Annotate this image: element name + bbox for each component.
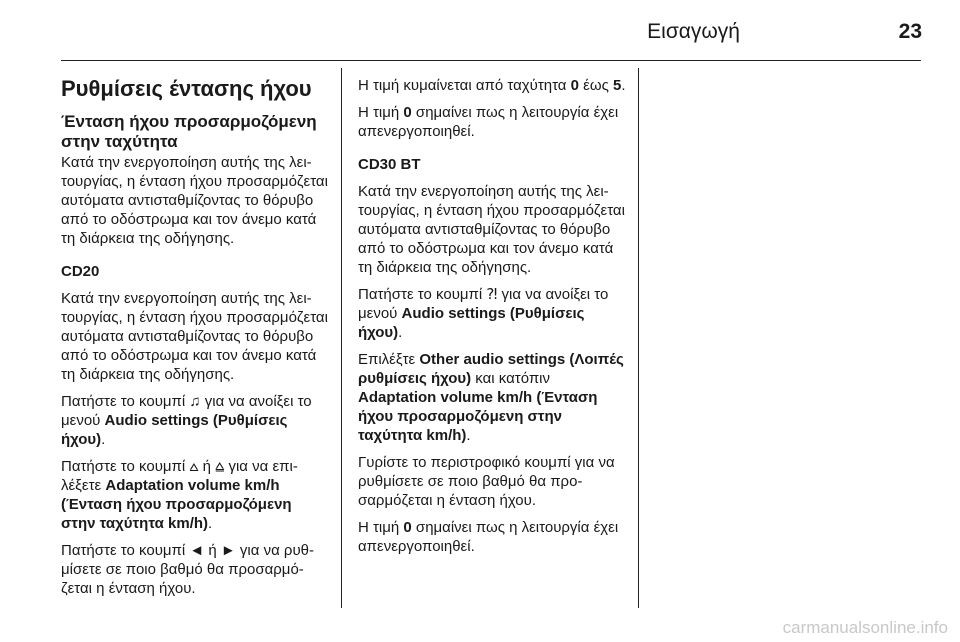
column-divider-left bbox=[341, 68, 342, 608]
right-column bbox=[358, 76, 626, 564]
left-column bbox=[61, 76, 329, 606]
text: και κατόπιν bbox=[471, 370, 551, 387]
page-number: 23 bbox=[898, 20, 922, 43]
value: 0 bbox=[403, 519, 412, 536]
instruction-adjust: Πατήστε το κουμπί ◄ ή ► για να ρυθμίσετε σε ποιο βαθμό θα προσαρμόζεται η ένταση ήχου. bbox=[61, 542, 315, 597]
value: 0 bbox=[403, 104, 412, 121]
cd20-heading: CD20 bbox=[61, 263, 100, 280]
text: . bbox=[466, 427, 471, 444]
text: Πατήστε το κουμπί ♫ για να ανοίξει το μενού bbox=[61, 393, 312, 429]
column-divider-right bbox=[638, 68, 639, 608]
text: . bbox=[208, 515, 213, 532]
text: σημαίνει πως η λειτουργία έχει απενεργοποιηθεί. bbox=[358, 519, 619, 555]
watermark: carmanualsonline.info bbox=[782, 618, 948, 637]
value: 5 bbox=[612, 77, 622, 94]
text: Η τιμή κυμαίνεται από ταχύτητα bbox=[358, 77, 571, 94]
cd20-paragraph: Κατά την ενεργοποίηση αυτής της λειτουργίας, η ένταση ήχου προσαρμόζεται αυτόματα αντισταθμίζοντας το θόρυβο από το οδόστρωμα και τον άνεμο κατά τη διάρκεια της οδήγησης. bbox=[61, 290, 328, 383]
header-rule bbox=[61, 60, 921, 61]
text: Πατήστε το κουμπί ⁈ για να ανοίξει το μενού bbox=[358, 286, 609, 322]
menu-name: Audio settings (Ρυθμίσεις ήχου) bbox=[61, 412, 288, 448]
text: έως bbox=[579, 77, 613, 94]
section-subtitle: Ένταση ήχου προσαρμοζόμενη στην ταχύτητα bbox=[61, 112, 317, 151]
text: . bbox=[398, 324, 403, 341]
menu-item-name: Adaptation volume km/h (Ένταση ήχου προσαρμοζόμενη στην ταχύτητα km/h) bbox=[61, 477, 292, 532]
zero-meaning-paragraph bbox=[358, 518, 626, 556]
section-title: Ρυθμίσεις έντασης ήχου bbox=[61, 76, 312, 101]
cd30-heading: CD30 BT bbox=[358, 156, 421, 173]
text: Επιλέξτε bbox=[358, 351, 420, 368]
instruction-select-item bbox=[358, 350, 626, 445]
menu-name: Audio settings (Ρυθμίσεις ήχου) bbox=[358, 305, 585, 341]
menu-name: Other audio settings (Λοιπές ρυθμίσεις ήχου) bbox=[358, 351, 624, 387]
text: Η τιμή bbox=[358, 104, 404, 121]
text: . bbox=[621, 77, 626, 94]
instruction-open-menu bbox=[61, 392, 329, 449]
menu-item-name: Adaptation volume km/h (Ένταση ήχου προσαρμοζόμενη στην ταχύτητα km/h) bbox=[358, 389, 598, 444]
intro-paragraph: Κατά την ενεργοποίηση αυτής της λειτουργίας, η ένταση ήχου προσαρμόζεται αυτόματα αντισταθμίζοντας το θόρυβο από το οδόστρωμα και τον άνεμο κατά τη διάρκεια της οδήγησης. bbox=[61, 154, 328, 247]
cd30-paragraph: Κατά την ενεργοποίηση αυτής της λειτουργίας, η ένταση ήχου προσαρμόζεται αυτόματα αντισταθμίζοντας το θόρυβο από το οδόστρωμα και τον άνεμο κατά τη διάρκεια της οδήγησης. bbox=[358, 183, 625, 276]
text: . bbox=[101, 431, 106, 448]
instruction-select-item bbox=[61, 457, 329, 533]
range-paragraph bbox=[358, 76, 626, 95]
instruction-adjust: Γυρίστε το περιστροφικό κουμπί για να ρυθμίσετε σε ποιο βαθμό θα προσαρμόζεται η ένταση ήχου. bbox=[358, 454, 615, 509]
running-header-title: Εισαγωγή bbox=[647, 20, 740, 43]
zero-meaning-paragraph bbox=[358, 103, 626, 141]
text: Η τιμή bbox=[358, 519, 404, 536]
text: σημαίνει πως η λειτουργία έχει απενεργοποιηθεί. bbox=[358, 104, 619, 140]
text: Πατήστε το κουμπί ⩟ ή ⩠ για να επιλέξετε bbox=[61, 458, 298, 494]
instruction-open-menu bbox=[358, 285, 626, 342]
value: 0 bbox=[570, 77, 579, 94]
